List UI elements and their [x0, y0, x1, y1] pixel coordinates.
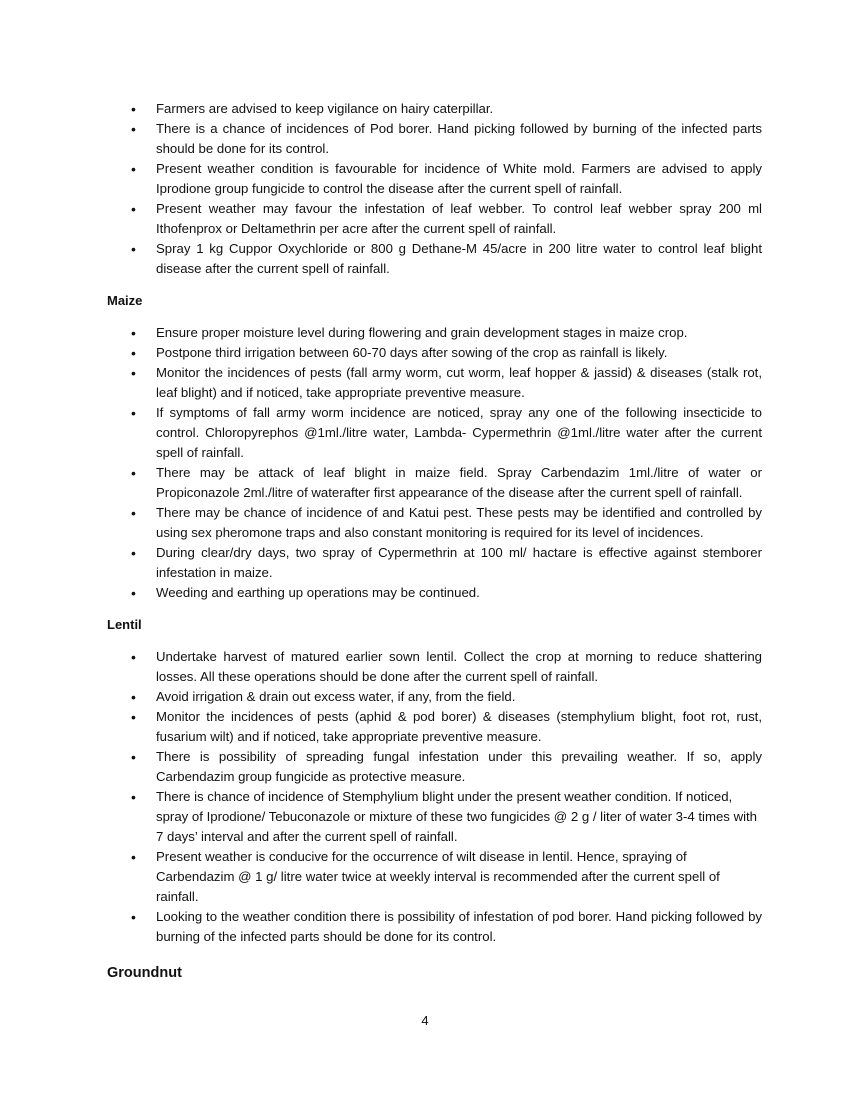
list-item: • If symptoms of fall army worm incidence are noticed, spray any one of the following insecticide to control. Chloropyrephos @1ml./litre water, Lambda- Cypermethrin @1ml./litre water after the current spell of rainfall. [107, 403, 762, 463]
list-item: • Present weather may favour the infestation of leaf webber. To control leaf webber spray 200 ml Ithofenprox or Deltamethrin per acre after the current spell of rainfall. [107, 199, 762, 239]
page-content [107, 99, 762, 995]
lentil-bullet-list [107, 647, 762, 947]
list-item: • Avoid irrigation & drain out excess water, if any, from the field. [107, 687, 762, 707]
section-heading-maize: Maize [107, 293, 143, 308]
list-item: • There is chance of incidence of Stemphylium blight under the present weather condition. If noticed, spray of Iprodione/ Tebuconazole or mixture of these two fungicides @ 2 g / liter of water 3-4 times with 7 days’ interval and after the current spell of rainfall. [107, 787, 762, 847]
maize-bullet-list [107, 323, 762, 603]
list-item: • During clear/dry days, two spray of Cypermethrin at 100 ml/ hactare is effective against stemborer infestation in maize. [107, 543, 762, 583]
intro-bullet-list [107, 99, 762, 279]
section-heading-groundnut: Groundnut [107, 965, 182, 981]
list-item: • There may be chance of incidence of and Katui pest. These pests may be identified and controlled by using sex pheromone traps and also constant monitoring is required for its level of incidences. [107, 503, 762, 543]
page-number: 4 [421, 1013, 429, 1028]
list-item: • Spray 1 kg Cuppor Oxychloride or 800 g Dethane-M 45/acre in 200 litre water to control leaf blight disease after the current spell of rainfall. [107, 239, 762, 279]
list-item: • Ensure proper moisture level during flowering and grain development stages in maize crop. [107, 323, 762, 343]
list-item: • Present weather is conducive for the occurrence of wilt disease in lentil. Hence, spraying of Carbendazim @ 1 g/ litre water twice at weekly interval is recommended after the current spell of rainfall. [107, 847, 762, 907]
list-item: • There is a chance of incidences of Pod borer. Hand picking followed by burning of the infected parts should be done for its control. [107, 119, 762, 159]
list-item: • Monitor the incidences of pests (fall army worm, cut worm, leaf hopper & jassid) & diseases (stalk rot, leaf blight) and if noticed, take appropriate preventive measure. [107, 363, 762, 403]
list-item: • Farmers are advised to keep vigilance on hairy caterpillar. [107, 99, 762, 119]
list-item: • Postpone third irrigation between 60-70 days after sowing of the crop as rainfall is likely. [107, 343, 762, 363]
section-heading-lentil: Lentil [107, 617, 142, 632]
list-item: • Undertake harvest of matured earlier sown lentil. Collect the crop at morning to reduce shattering losses. All these operations should be done after the current spell of rainfall. [107, 647, 762, 687]
list-item: • Monitor the incidences of pests (aphid & pod borer) & diseases (stemphylium blight, foot rot, rust, fusarium wilt) and if noticed, take appropriate preventive measure. [107, 707, 762, 747]
list-item: • Weeding and earthing up operations may be continued. [107, 583, 762, 603]
list-item: • There is possibility of spreading fungal infestation under this prevailing weather. If so, apply Carbendazim group fungicide as protective measure. [107, 747, 762, 787]
list-item: • There may be attack of leaf blight in maize field. Spray Carbendazim 1ml./litre of water or Propiconazole 2ml./litre of waterafter first appearance of the disease after the current spell of rainfall. [107, 463, 762, 503]
list-item: • Present weather condition is favourable for incidence of White mold. Farmers are advised to apply Iprodione group fungicide to control the disease after the current spell of rainfall. [107, 159, 762, 199]
list-item: • Looking to the weather condition there is possibility of infestation of pod borer. Hand picking followed by burning of the infected parts should be done for its control. [107, 907, 762, 947]
